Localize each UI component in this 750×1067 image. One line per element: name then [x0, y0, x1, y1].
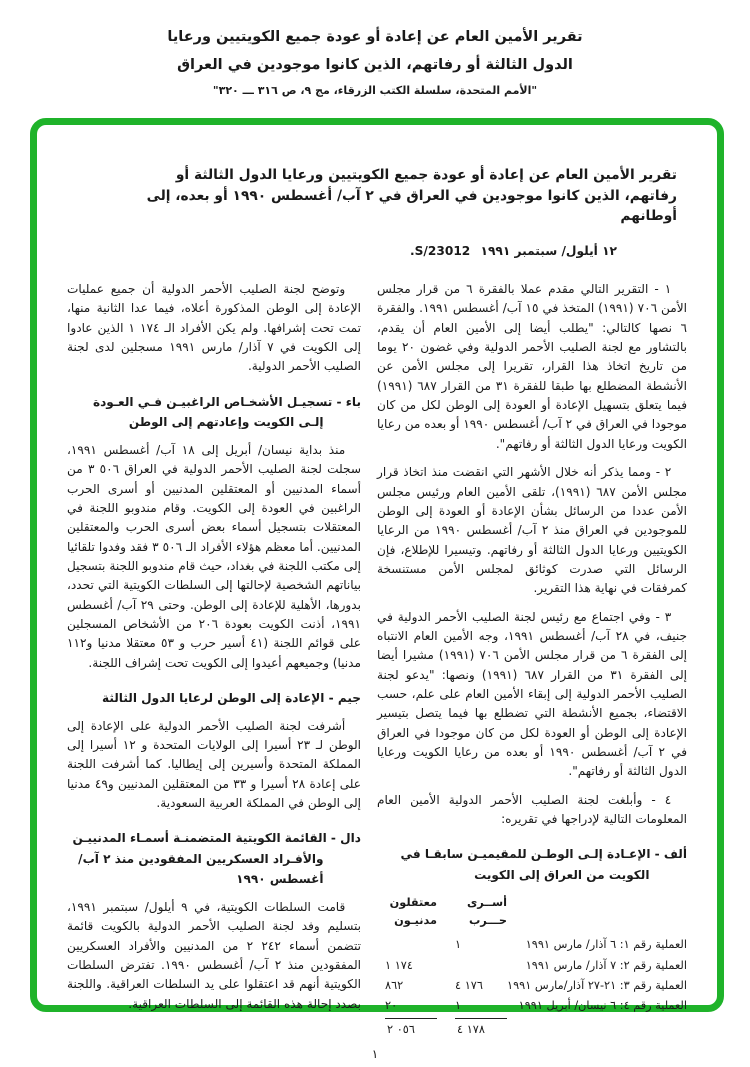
- paragraph-5: وتوضح لجنة الصليب الأحمر الدولية أن جميع عمليات الإعادة إلى الوطن المذكورة أعلاه، فيما عدا الثانية منها، تمت تحت إشرافها. ولم يكن الأفراد الـ ١ ١٧٤ الذين عادوا إلى الكويت في ٧ آذار/ مارس ١٩٩١ مسجلين لدى لجنة الصليب الأحمر الدولية.: [67, 282, 362, 374]
- table-row: [367, 996, 687, 1016]
- civ-header-line1: معتقلون: [389, 896, 438, 910]
- page-header: [0, 0, 750, 97]
- operation-3-pow: ٤ ١٧٦: [455, 978, 483, 992]
- operation-1-pow: ١: [455, 938, 462, 952]
- operation-2-label: العملية رقم ٢: ٧ آذار/ مارس ١٩٩١: [525, 958, 687, 972]
- document-date: ١٢ أيلول/ سبتمبر ١٩٩١: [480, 244, 617, 259]
- header-title-line-2: الدول الثالثة أو رفاتهم، الذين كانوا موجودين في العراق: [177, 56, 573, 73]
- header-title-line-1: تقرير الأمين العام عن إعادة أو عودة جميع الكويتيين ورعايا: [167, 29, 583, 45]
- operation-4-label: العملية رقم ٤: ٦ نيسان/ أبريل ١٩٩١: [518, 998, 687, 1012]
- section-c-heading: جيم - الإعادة إلى الوطن لرعايا الدول الثالثة: [102, 691, 361, 705]
- green-frame: [30, 118, 724, 1036]
- page-number: ١: [371, 1047, 379, 1061]
- paragraph-8: قامت السلطات الكويتية، في ٩ أيلول/ سبتمبر ١٩٩١، بتسليم وفد لجنة الصليب الأحمر الدولية بالكويت قائمة تتضمن أسماء ٢ ٢٤٢ من المدنيين والأفراد العسكريين المفقودين منذ ٢ آب/ أغسطس ١٩٩٠. تفترض السلطات الكويتية أنهم قد اعتقلوا على يد السلطات العراقية. واللجنة بصدد إحالة هذه القائمة إلى السلطات العراقية.: [67, 899, 361, 1011]
- paragraph-1: ١ - التقرير التالي مقدم عملا بالفقرة ٦ من قرار مجلس الأمن ٧٠٦ (١٩٩١) المتخذ في ١٥ آب/ أغسطس ١٩٩١. والفقرة ٦ نصها كالتالي: "يطلب أيضا إلى الأمين العام أن يقدم، بالتشاور مع لجنة الصليب الأحمر الدولية وفي غضون ٢٠ يوما من تاريخ اتخاذ هذا القرار، تقريرا إلى مجلس الأمن عن الأنشطة المضطلع بها طبقا للفقرة ٣١ من القرار ٦٨٧ (١٩٩١) فيما يتعلق بتسهيل الإعادة أو العودة إلى الوطن لكل من كان موجودا في العراق في ٢ آب/ أغسطس ١٩٩٠ أو بعده من رعايا الكويت ورعايا الدول الثالثة أو رفاتهم".: [377, 282, 687, 451]
- pow-header-line2: حـــرب: [468, 913, 508, 927]
- operation-1-label: العملية رقم ١: ٦ آذار/ مارس ١٩٩١: [525, 938, 687, 952]
- total-civ: ٢ ٠٥٦: [367, 1016, 437, 1040]
- operation-3-label: العملية رقم ٣: ٢١-٢٧ آذار/مارس ١٩٩١: [507, 978, 687, 992]
- section-a-heading: ألف - الإعـادة إلـى الوطـن للمقيميـن سابقـا في الكويت من العراق إلى الكويت: [400, 847, 687, 882]
- paragraph-2: ٢ - ومما يذكر أنه خلال الأشهر التي انقضت منذ اتخاذ قرار مجلس الأمن ٦٨٧ (١٩٩١)، تلقى الأمين العام ورئيس مجلس الأمن عددا من الرسائل بشأن الإعادة أو العودة إلى الوطن للموجودين في العراق منذ ٢ آب/ أغسطس ١٩٩٠ من الرعايا الكويتيين ورعايا الدول الثالثة أو رفاتهم. وتيسيرا للإطلاع، فإن الرسائل التي صدرت كوثائق لمجلس الأمن مستنسخة كمرفقات في نهاية هذا التقرير.: [377, 465, 688, 596]
- left-column: [67, 280, 361, 1040]
- two-column-body: [67, 280, 687, 1040]
- paragraph-3: ٣ - وفي اجتماع مع رئيس لجنة الصليب الأحمر الدولية في جنيف، في ٢٨ آب/ أغسطس ١٩٩١، وجه الأمين العام الانتباه إلى الفقرة ٦ من قرار مجلس الأمن ٧٠٦ (١٩٩١) مشيرا أيضا إلى الفقرة ٣١ من القرار ٦٨٧ (١٩٩١) ونصها: "يدعو لجنة الصليب الأحمر الدولية إلى إبقاء الأمين العام على علم، حسب الاقتضاء، بجميع الأنشطة التي تضطلع بها فيما يتصل بتيسير الإعادة إلى الوطن أو العودة لكل من كان موجودا في العراق في ٢ آب/ أغسطس ١٩٩٠ أو بعده من رعايا الكويت ورعايا الدول الثالثة أو رفاتهم".: [377, 609, 687, 779]
- total-row-label: [507, 1016, 687, 1040]
- table-header-civ: [367, 893, 437, 935]
- table-row: [367, 956, 687, 976]
- section-d-heading: دال - القائمة الكويتية المتضمنـة أسمـاء المدنييـن والأفـراد العسكريين المفقودين منذ ٢ آب/ أغسطس ١٩٩٠: [72, 831, 361, 887]
- operation-2-civ: ١ ١٧٤: [385, 958, 413, 972]
- paragraph-4: ٤ - وأبلغت لجنة الصليب الأحمر الدولية الأمين العام المعلومات التالية لإدراجها في تقريره:: [377, 792, 687, 826]
- header-source-note: "الأمم المتحدة، سلسلة الكتب الزرقاء، مج ٩، ص ٣١٦ ـــ ٣٢٠": [212, 84, 538, 98]
- document-symbol: S/23012.: [410, 244, 471, 259]
- paragraph-6: منذ بداية نيسان/ أبريل إلى ١٨ آب/ أغسطس ١٩٩١، سجلت لجنة الصليب الأحمر الدولية في العراق ٣ ٥٠٦ من أسماء المدنيين أو المعتقلين المدنيين أو أسرى الحرب الراغبين في العودة إلى الكويت. وقام مندوبو اللجنة في المعتقلات بتسجيل أسماء بعض أسرى الحرب والمعتقلين المدنيين. أما معظم هؤلاء الأفراد الـ ٣ ٥٠٦ فقد وفدوا تلقائيا إلى مكتب اللجنة في بغداد، حيث قام مندوبو اللجنة بتسجيل بياناتهم الشخصية لإحالتها إلى السلطات الكويتية التي تحدد، بدورها، الأهلية للإعادة إلى الوطن. وحتى ٢٩ آب/ أغسطس ١٩٩١، أذنت الكويت بعودة ٢٠٦ من الأشخاص المسجلين على قوائم اللجنة (٤١ أسير حرب و ٥٣ معتقلا مدنيا و١١٢ مدنيا) وجميعهم أعيدوا إلى الكويت تحت إشراف اللجنة.: [67, 442, 361, 670]
- document-reference-line: [67, 244, 617, 258]
- paragraph-7: أشرفت لجنة الصليب الأحمر الدولية على الإعادة إلى الوطن لـ ٢٣ أسيرا إلى الولايات المتحدة و ١٢ أسيرا إلى المملكة المتحدة وأسيرين إلى إيطاليا. كما أشرفت اللجنة على إعادة ٢٨ أسيرا و ٣٣ من المعتقلين المدنيين و٤٩ مدنيا إلى الوطن في المملكة العربية السعودية.: [67, 718, 362, 810]
- section-b-heading: باء - تسجيـل الأشخـاص الراغبيـن فـي العـودة إلـى الكويت وإعادتهم إلى الوطن: [92, 394, 361, 430]
- operation-1-civ: [367, 935, 437, 955]
- operation-3-civ: ٨٦٢: [385, 978, 404, 992]
- total-pow: ٤ ١٧٨: [437, 1016, 507, 1040]
- operation-4-pow: ١: [455, 998, 462, 1012]
- right-column: [377, 280, 687, 1040]
- table-header-row: [367, 893, 687, 935]
- table-total-row: [367, 1016, 687, 1040]
- pow-header-line1: أســرى: [466, 896, 508, 910]
- table-header-pow: [437, 893, 507, 935]
- table-row: [367, 976, 687, 996]
- document-title: تقرير الأمين العام عن إعادة أو عودة جميع الكويتيين ورعايا الدول الثالثة أو رفاتهم، الذين كانوا موجودين في العراق في ٢ آب/ أغسطس ١٩٩٠ أو بعده، إلى أوطانهم: [146, 167, 677, 225]
- repatriation-table: [367, 893, 687, 1039]
- civ-header-line2: مدنيـون: [394, 913, 438, 927]
- table-header-label: [507, 893, 687, 935]
- operation-4-civ: ٢٠: [385, 998, 398, 1012]
- table-row: [367, 935, 687, 955]
- operation-2-pow: [437, 956, 507, 976]
